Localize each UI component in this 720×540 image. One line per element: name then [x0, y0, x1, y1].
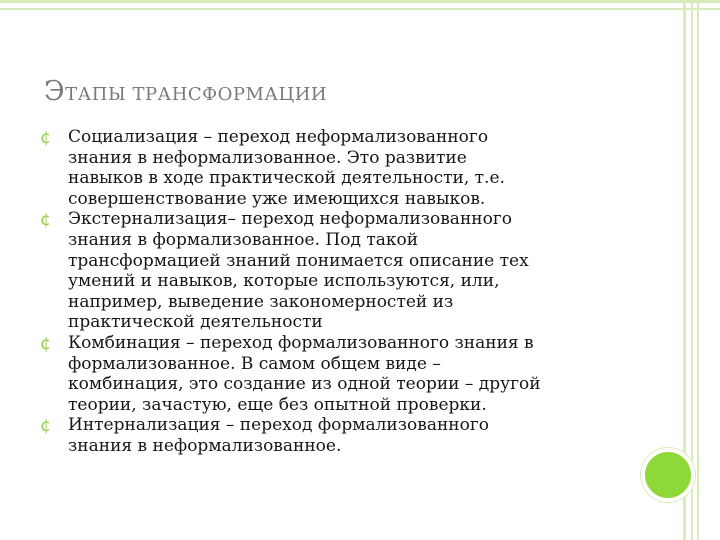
list-item-text: Комбинация – переход формализованного знания в формализованное. В самом общем виде – комбинация, это создание из одной теории – другой теории, зачастую, еще без опытной проверки.	[68, 332, 541, 415]
bullet-list	[40, 127, 640, 457]
bullet-icon: ¢	[40, 128, 51, 148]
bullet-icon: ¢	[40, 416, 51, 437]
bullet-icon: ¢	[40, 333, 51, 354]
list-item-text: Экстернализация– переход неформализованного знания в формализованное. Под такой трансформацией знаний понимается описание тех умений и навыков, которые используются, или, например, выведение закономерностей из практической деятельности	[68, 209, 529, 333]
frame-vertical-line	[697, 0, 699, 540]
list-item	[40, 415, 640, 456]
bullet-icon: ¢	[40, 210, 51, 231]
frame-vertical-line	[691, 0, 693, 540]
frame-horizontal-line	[0, 0, 720, 3]
list-item	[40, 209, 640, 333]
list-item	[40, 333, 640, 415]
list-item-text: Интернализация – переход формализованного знания в неформализованное.	[68, 415, 489, 456]
list-item	[40, 127, 640, 209]
slide-title-rest: ТАПЫ ТРАНСФОРМАЦИИ	[65, 84, 328, 105]
slide-title-first-letter: Э	[44, 76, 66, 107]
slide-title	[44, 76, 327, 107]
list-item-text: Социализация – переход неформализованного знания в неформализованное. Это развитие навыков в ходе практической деятельности, т.е. совершенствование уже имеющихся навыков.	[68, 127, 505, 209]
decorative-circle	[641, 448, 695, 502]
frame-horizontal-line	[0, 8, 720, 10]
